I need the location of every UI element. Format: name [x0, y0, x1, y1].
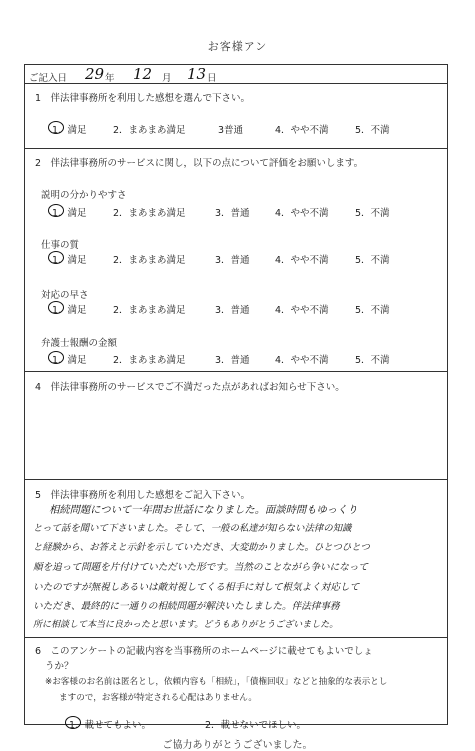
q2-item-label: 説明の分かりやすさ	[41, 190, 127, 201]
q4-question: 4 伴法律事務所のサービスでご不満だった点があればお知らせ下さい。	[35, 382, 345, 393]
q1-option-1[interactable]: 1．満足	[52, 125, 87, 136]
q2-item2-option-4[interactable]: 4．やや不満	[275, 255, 329, 266]
date-year-unit: 年	[105, 73, 115, 84]
q2-item4-option-3[interactable]: 3．普通	[215, 355, 250, 366]
date-month-unit: 月	[162, 73, 172, 84]
q1-option-2[interactable]: 2．まあまあ満足	[113, 125, 186, 136]
thank-you-footer: ご協力ありがとうございました。	[162, 740, 313, 751]
answer-line: いただき、最終的に一通りの相続問題が解決いたしました。伴法律事務	[33, 601, 340, 612]
q6-note-cont: ますので，お客様が特定される心配はありません。	[59, 693, 258, 703]
q5-question: 5 伴法律事務所を利用した感想をご記入下さい。	[35, 490, 251, 501]
divider	[25, 148, 447, 149]
survey-form	[24, 64, 448, 731]
q2-item3-option-3[interactable]: 3．普通	[215, 305, 250, 316]
q2-item2-option-1[interactable]: 1．満足	[52, 255, 87, 266]
date-day-unit: 日	[207, 73, 217, 84]
answer-line: 所に相談して本当に良かったと思います。どうもありがとうございました。	[33, 620, 339, 630]
q2-item3-option-5[interactable]: 5．不満	[355, 305, 390, 316]
q2-item3-option-1[interactable]: 1．満足	[52, 305, 87, 316]
q1-question: 1 伴法律事務所を利用した感想を選んで下さい。	[35, 93, 251, 104]
q2-item-label: 仕事の質	[41, 240, 80, 251]
q2-item-label: 対応の早さ	[41, 290, 89, 301]
q2-question: 2 伴法律事務所のサービスに関し，以下の点について評価をお願いします。	[35, 158, 364, 169]
survey-title: お客様アン	[207, 40, 268, 53]
q2-item1-option-3[interactable]: 3．普通	[215, 208, 250, 219]
q2-item4-option-4[interactable]: 4．やや不満	[275, 355, 329, 366]
q2-item4-option-2[interactable]: 2．まあまあ満足	[113, 355, 186, 366]
q1-option-3[interactable]: 3普通	[218, 125, 244, 136]
date-label: ご記入日	[29, 73, 68, 84]
q2-item1-option-5[interactable]: 5．不満	[355, 208, 390, 219]
answer-line: いたのですが無視しあるいは敵対視してくる相手に対して根気よく対応して	[33, 582, 360, 593]
q2-item2-option-3[interactable]: 3．普通	[215, 255, 250, 266]
date-year-value: 29	[85, 65, 105, 83]
q2-item4-option-1[interactable]: 1．満足	[52, 355, 87, 366]
q6-option-2[interactable]: 2．載せないでほしい。	[205, 720, 307, 731]
q2-item-label: 弁護士報酬の金額	[41, 338, 118, 349]
divider	[25, 371, 447, 372]
q6-note: ※お客様のお名前は匿名とし，依頼内容も「相続」，「債権回収」などと抽象的な表示とし	[45, 677, 388, 687]
q2-item2-option-2[interactable]: 2．まあまあ満足	[113, 255, 186, 266]
divider	[25, 479, 447, 480]
q6-question-cont: うか？	[45, 661, 74, 672]
divider	[25, 83, 447, 84]
q6-option-1[interactable]: 1．載せてもよい。	[69, 720, 152, 731]
date-month-value: 12	[133, 65, 153, 83]
q2-item1-option-1[interactable]: 1．満足	[52, 208, 87, 219]
q2-item4-option-5[interactable]: 5．不満	[355, 355, 390, 366]
answer-line: とって話を聞いて下さいました。そして、一般の私達が知らない法律の知識	[33, 523, 352, 534]
answer-line: 順を追って問題を片付けていただいた形です。当然のことながら争いになって	[33, 562, 369, 573]
divider	[25, 637, 447, 638]
q2-item1-option-4[interactable]: 4．やや不満	[275, 208, 329, 219]
q6-question: 6 このアンケートの記載内容を当事務所のホームページに載せてもよいでしょ	[35, 646, 373, 657]
answer-line: と経験から、お答えと示針を示していただき、大変助かりました。ひとつひとつ	[33, 542, 370, 553]
q1-option-5[interactable]: 5．不満	[355, 125, 390, 136]
q2-item1-option-2[interactable]: 2．まあまあ満足	[113, 208, 186, 219]
date-day-value: 13	[187, 65, 207, 83]
answer-line: 相続問題について一年間お世話になりました。面談時間もゆっくり	[49, 504, 358, 516]
q1-option-4[interactable]: 4．やや不満	[275, 125, 329, 136]
q2-item3-option-4[interactable]: 4．やや不満	[275, 305, 329, 316]
q2-item2-option-5[interactable]: 5．不満	[355, 255, 390, 266]
q2-item3-option-2[interactable]: 2．まあまあ満足	[113, 305, 186, 316]
